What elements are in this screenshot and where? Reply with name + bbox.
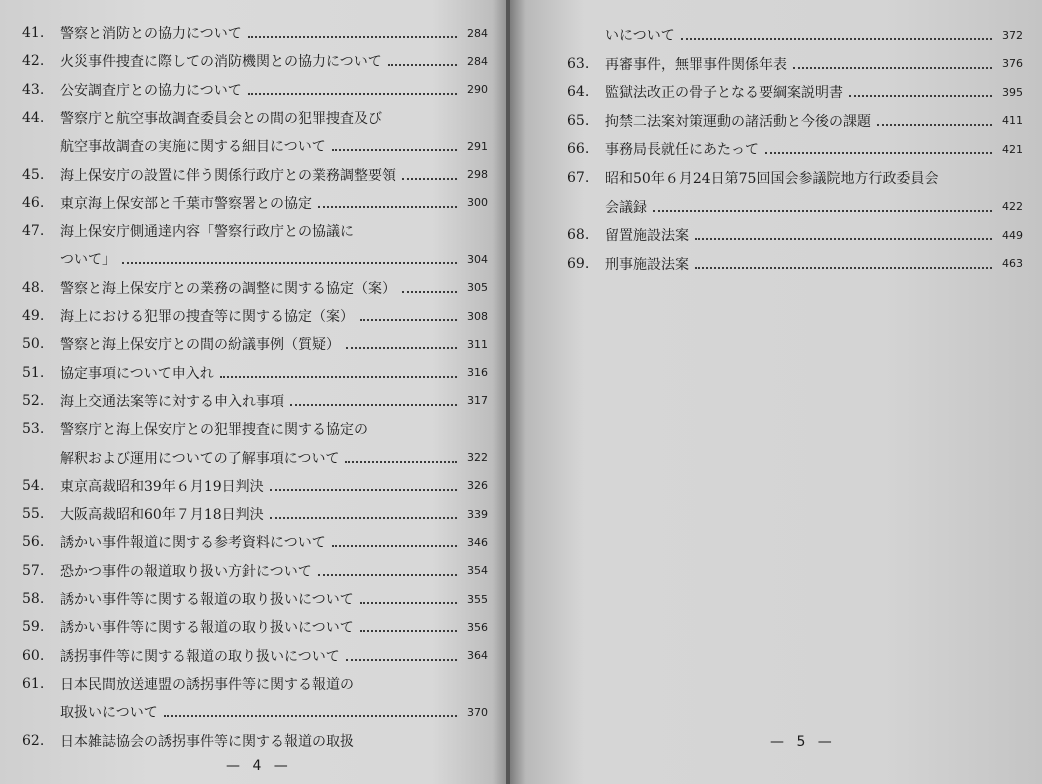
toc-entry-page: 322 xyxy=(467,451,488,464)
toc-entry-number: 53. xyxy=(22,421,45,438)
toc-entry xyxy=(22,527,488,557)
leader-dots xyxy=(695,267,992,269)
leader-dots xyxy=(345,461,457,463)
toc-entry xyxy=(22,46,488,76)
toc-entry-number: 46. xyxy=(22,194,45,211)
toc-entry-page: 364 xyxy=(467,649,488,663)
toc-entry xyxy=(567,192,1023,222)
toc-entry xyxy=(567,163,1023,193)
toc-entry xyxy=(22,471,488,501)
toc-entry-title: 海上における犯罪の捜査等に関する協定（案） xyxy=(60,309,354,325)
toc-entry xyxy=(22,556,488,586)
toc-entry-number: 67. xyxy=(567,170,590,186)
toc-entry-title: 警察と海上保安庁との間の紛議事例（質疑） xyxy=(60,337,340,354)
leader-dots xyxy=(877,124,992,126)
toc-entry-title: 誘拐事件等に関する報道の取り扱いについて xyxy=(60,648,340,665)
toc-entry-page: 422 xyxy=(1002,200,1023,214)
toc-entry-page: 298 xyxy=(467,168,488,181)
leader-dots xyxy=(332,149,457,151)
toc-entry xyxy=(22,697,488,727)
toc-entry xyxy=(567,106,1023,136)
toc-entry-number: 43. xyxy=(22,81,45,98)
leader-dots xyxy=(360,630,457,632)
toc-entry-page: 300 xyxy=(467,196,488,210)
toc-entry xyxy=(567,134,1023,164)
toc-entry-number: 58. xyxy=(22,591,45,607)
toc-entry-title: 日本民間放送連盟の誘拐事件等に関する報道の xyxy=(60,676,354,693)
leader-dots xyxy=(346,659,457,661)
toc-entry-title: 警察庁と海上保安庁との犯罪捜査に関する協定の xyxy=(60,422,368,439)
toc-entry-number: 62. xyxy=(22,732,45,749)
toc-entry xyxy=(567,249,1023,279)
toc-entry-page: 308 xyxy=(467,309,488,323)
toc-entry-page: 421 xyxy=(1002,142,1023,156)
toc-entry-number: 59. xyxy=(22,619,45,636)
toc-entry xyxy=(22,414,488,444)
toc-entry-page: 311 xyxy=(467,337,488,351)
toc-entry xyxy=(22,273,488,303)
toc-entry-title: ついて」 xyxy=(60,252,116,269)
toc-entry-page: 355 xyxy=(467,592,488,606)
toc-entry xyxy=(567,77,1023,107)
toc-entry-number: 48. xyxy=(22,279,45,296)
toc-entry-page: 354 xyxy=(467,564,488,578)
toc-entry-title: 火災事件捜査に際しての消防機関との協力について xyxy=(60,54,382,71)
leader-dots xyxy=(248,93,457,95)
leader-dots xyxy=(270,517,457,519)
toc-entry-page: 370 xyxy=(467,705,488,719)
toc-entry-page: 356 xyxy=(467,620,488,634)
toc-entry-number: 63. xyxy=(567,55,590,72)
leader-dots xyxy=(402,178,457,180)
toc-entry xyxy=(22,358,488,388)
toc-entry-title: 海上保安庁の設置に伴う関係行政庁との業務調整要領 xyxy=(60,167,396,184)
left-page-number: — 4 — xyxy=(226,758,292,774)
toc-entry-title: 恐かつ事件の報道取り扱い方針について xyxy=(60,563,312,580)
toc-entry-page: 346 xyxy=(467,535,488,549)
toc-entry xyxy=(567,49,1023,79)
toc-entry-number: 50. xyxy=(22,336,45,353)
toc-entry-title: 誘かい事件等に関する報道の取り扱いについて xyxy=(60,592,354,608)
toc-entry xyxy=(22,612,488,642)
toc-entry-number: 49. xyxy=(22,308,45,324)
toc-entry xyxy=(22,244,488,274)
leader-dots xyxy=(164,715,457,717)
leader-dots xyxy=(681,38,992,40)
leader-dots xyxy=(360,602,457,604)
toc-entry xyxy=(22,216,488,246)
toc-entry-number: 65. xyxy=(567,112,590,129)
toc-entry xyxy=(567,20,1023,50)
toc-entry-page: 291 xyxy=(467,139,488,153)
toc-entry-page: 326 xyxy=(467,479,488,493)
toc-entry-page: 290 xyxy=(467,83,488,97)
leader-dots xyxy=(290,404,457,406)
toc-entry-title: 大阪高裁昭和60年７月18日判決 xyxy=(60,507,264,524)
leader-dots xyxy=(793,67,992,69)
toc-entry xyxy=(22,103,488,133)
toc-entry-number: 47. xyxy=(22,223,45,240)
toc-entry-page: 339 xyxy=(467,507,488,521)
toc-entry-title: 再審事件，無罪事件関係年表 xyxy=(605,56,787,73)
leader-dots xyxy=(360,319,457,321)
toc-entry xyxy=(22,329,488,359)
toc-entry-title: いについて xyxy=(605,28,675,44)
leader-dots xyxy=(122,262,457,264)
toc-entry-page: 376 xyxy=(1002,57,1023,71)
toc-entry-number: 54. xyxy=(22,477,45,494)
toc-entry-title: 監獄法改正の骨子となる要綱案説明書 xyxy=(605,85,843,102)
toc-entry xyxy=(567,220,1023,250)
toc-entry-title: 刑事施設法案 xyxy=(605,256,689,273)
leader-dots xyxy=(248,36,457,38)
toc-entry-number: 44. xyxy=(22,109,45,126)
toc-entry-number: 41. xyxy=(22,25,45,41)
toc-entry xyxy=(22,75,488,105)
toc-entry-title: 拘禁二法案対策運動の諸活動と今後の課題 xyxy=(605,113,871,130)
leader-dots xyxy=(332,545,457,547)
leader-dots xyxy=(220,376,457,378)
toc-entry-title: 会議録 xyxy=(605,199,647,216)
leader-dots xyxy=(765,152,992,154)
toc-entry xyxy=(22,386,488,416)
toc-entry-page: 411 xyxy=(1002,114,1023,128)
right-page-number: — 5 — xyxy=(770,734,836,750)
toc-entry-title: 海上交通法案等に対する申入れ事項 xyxy=(60,393,284,410)
toc-entry xyxy=(22,641,488,671)
toc-entry xyxy=(22,301,488,331)
toc-entry-number: 61. xyxy=(22,675,45,692)
toc-entry xyxy=(22,131,488,161)
toc-entry-title: 航空事故調査の実施に関する細目について xyxy=(60,139,326,156)
toc-entry-title: 警察と海上保安庁との業務の調整に関する協定（案） xyxy=(60,280,396,297)
toc-entry-title: 取扱いについて xyxy=(60,705,158,722)
toc-entry xyxy=(22,499,488,529)
toc-entry-page: 449 xyxy=(1002,228,1023,242)
toc-entry-number: 66. xyxy=(567,141,590,158)
toc-entry xyxy=(22,160,488,190)
toc-entry-title: 事務局長就任にあたって xyxy=(605,142,759,159)
toc-entry-number: 45. xyxy=(22,166,45,183)
toc-entry-page: 395 xyxy=(1002,85,1023,99)
toc-entry xyxy=(22,669,488,699)
leader-dots xyxy=(695,238,992,240)
toc-entry xyxy=(22,584,488,614)
toc-entry-title: 公安調査庁との協力について xyxy=(60,82,242,99)
toc-entry-title: 東京高裁昭和39年６月19日判決 xyxy=(60,478,264,495)
toc-entry-title: 解釈および運用についての了解事項について xyxy=(60,450,340,467)
leader-dots xyxy=(402,291,457,293)
toc-entry-number: 56. xyxy=(22,534,45,551)
toc-entry-page: 284 xyxy=(467,54,488,68)
toc-entry-title: 昭和50年６月24日第75回国会参議院地方行政委員会 xyxy=(605,171,939,187)
toc-entry-page: 317 xyxy=(467,394,488,408)
toc-entry-number: 42. xyxy=(22,53,45,70)
toc-entry-title: 協定事項について申入れ xyxy=(60,365,214,382)
toc-entry-number: 69. xyxy=(567,255,590,272)
toc-entry xyxy=(22,726,488,756)
toc-entry-number: 60. xyxy=(22,647,45,664)
leader-dots xyxy=(849,95,992,97)
toc-entry-title: 海上保安庁側通達内容「警察行政庁との協議に xyxy=(60,224,354,241)
leader-dots xyxy=(653,210,992,212)
leader-dots xyxy=(346,347,457,349)
toc-entry-page: 305 xyxy=(467,281,488,295)
toc-entry-number: 64. xyxy=(567,84,590,101)
left-page xyxy=(0,0,508,784)
toc-entry-number: 51. xyxy=(22,364,45,381)
leader-dots xyxy=(270,489,457,491)
leader-dots xyxy=(318,206,457,208)
toc-entry xyxy=(22,18,488,48)
leader-dots xyxy=(388,64,457,66)
leader-dots xyxy=(318,574,457,576)
toc-entry-title: 誘かい事件報道に関する参考資料について xyxy=(60,535,326,552)
right-page xyxy=(510,0,1042,784)
toc-entry-page: 463 xyxy=(1002,257,1023,271)
toc-entry-page: 372 xyxy=(1002,28,1023,42)
toc-entry-number: 68. xyxy=(567,227,590,244)
toc-entry-title: 留置施設法案 xyxy=(605,228,689,245)
toc-entry xyxy=(22,443,488,473)
toc-entry xyxy=(22,188,488,218)
toc-entry-number: 55. xyxy=(22,506,45,523)
toc-entry-number: 57. xyxy=(22,562,45,579)
toc-entry-title: 東京海上保安部と千葉市警察署との協定 xyxy=(60,195,312,212)
toc-entry-title: 警察と消防との協力について xyxy=(60,26,242,42)
toc-entry-title: 警察庁と航空事故調査委員会との間の犯罪捜査及び xyxy=(60,110,382,127)
toc-entry-number: 52. xyxy=(22,392,45,409)
toc-entry-title: 日本雑誌協会の誘拐事件等に関する報道の取扱 xyxy=(60,733,354,750)
toc-entry-title: 誘かい事件等に関する報道の取り扱いについて xyxy=(60,620,354,637)
toc-entry-page: 304 xyxy=(467,252,488,266)
toc-entry-page: 316 xyxy=(467,366,488,380)
toc-entry-page: 284 xyxy=(467,26,488,40)
